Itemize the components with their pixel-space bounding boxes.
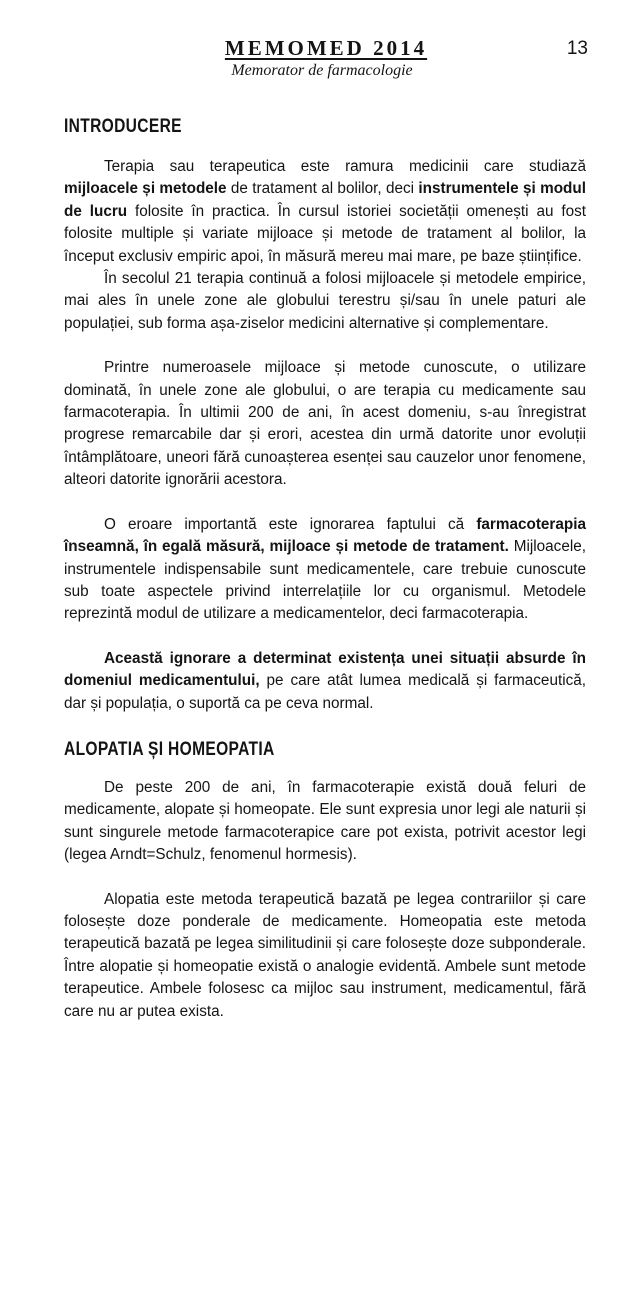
paragraph: De peste 200 de ani, în farmacoterapie există două feluri de medicamente, alopate și homeopate. Ele sunt expresia unor legi ale naturii și sunt singurele metode farmacoterapice care pot exista, potrivit acestor legi (legea Arndt=Schulz, fenomenul hormesis). bbox=[64, 778, 586, 864]
page-content bbox=[64, 116, 586, 1023]
paragraph: O eroare importantă este ignorarea faptului că farmacoterapia înseamnă, în egală măsură, mijloace și metode de tratament. Mijloacele, instrumentele indispensabile sunt medicamentele, care trebuie cunoscute sub toate aspectele privind interrelațiile lor cu organismul. Metodele reprezintă modul de utilizare a medicamentelor, deci farmacoterapia. bbox=[64, 515, 586, 623]
paragraph: Printre numeroasele mijloace și metode cunoscute, o utilizare dominată, în unele zone ale globului, o are terapia cu medicamente sau farmacoterapia. În ultimii 200 de ani, în acest domeniu, s-au înregistrat progrese remarcabile dar și erori, acestea din urmă datorite unor evoluții întâmplătoare, uneori fără cunoașterea esenței sau cauzelor unor fenomene, alteori datorite ignorării acestora. bbox=[64, 359, 586, 489]
paragraph: Această ignorare a determinat existența unei situații absurde în domeniul medicamentului, pe care atât lumea medicală și farmaceutică, dar și populația, o suportă ca pe ceva normal. bbox=[64, 649, 586, 712]
section-heading-alopatia: ALOPATIA ȘI HOMEOPATIA bbox=[64, 738, 275, 760]
section-heading-introducere: INTRODUCERE bbox=[64, 116, 182, 137]
paragraph: Terapia sau terapeutica este ramura medicinii care studiază mijloacele și metodele de tratament al bolilor, deci instrumentele și modul de lucru folosite în practica. În cursul istoriei societății omenești au fost folosite multiple și variate mijloace și metode de tratament al bolilor, la început exclusiv empiric apoi, în măsură mereu mai mare, pe baze științifice. bbox=[64, 158, 587, 265]
paragraph: În secolul 21 terapia continuă a folosi mijloacele și metodele empirice, mai ales în unele zone ale globului terestru și/sau în unele paturi ale populației, sub forma așa-ziselor medicini alternative și complementare. bbox=[64, 270, 586, 332]
book-subtitle: Memorator de farmacologie bbox=[231, 62, 413, 79]
paragraph: Alopatia este metoda terapeutică bazată pe legea contrariilor și care folosește doze ponderale de medicamente. Homeopatia este metoda terapeutică bazată pe legea similitudinii și care folosește doze subponderale. Între alopatie și homeopatie există o analogie evidentă. Ambele sunt metode terapeutice. Ambele folosesc ca mijloc sau instrument, medicamentul, fără care nu ar putea exista. bbox=[64, 890, 586, 1020]
book-title: MEMOMED 2014 bbox=[224, 36, 428, 60]
running-header bbox=[0, 36, 638, 80]
page-number: 13 bbox=[566, 38, 588, 59]
